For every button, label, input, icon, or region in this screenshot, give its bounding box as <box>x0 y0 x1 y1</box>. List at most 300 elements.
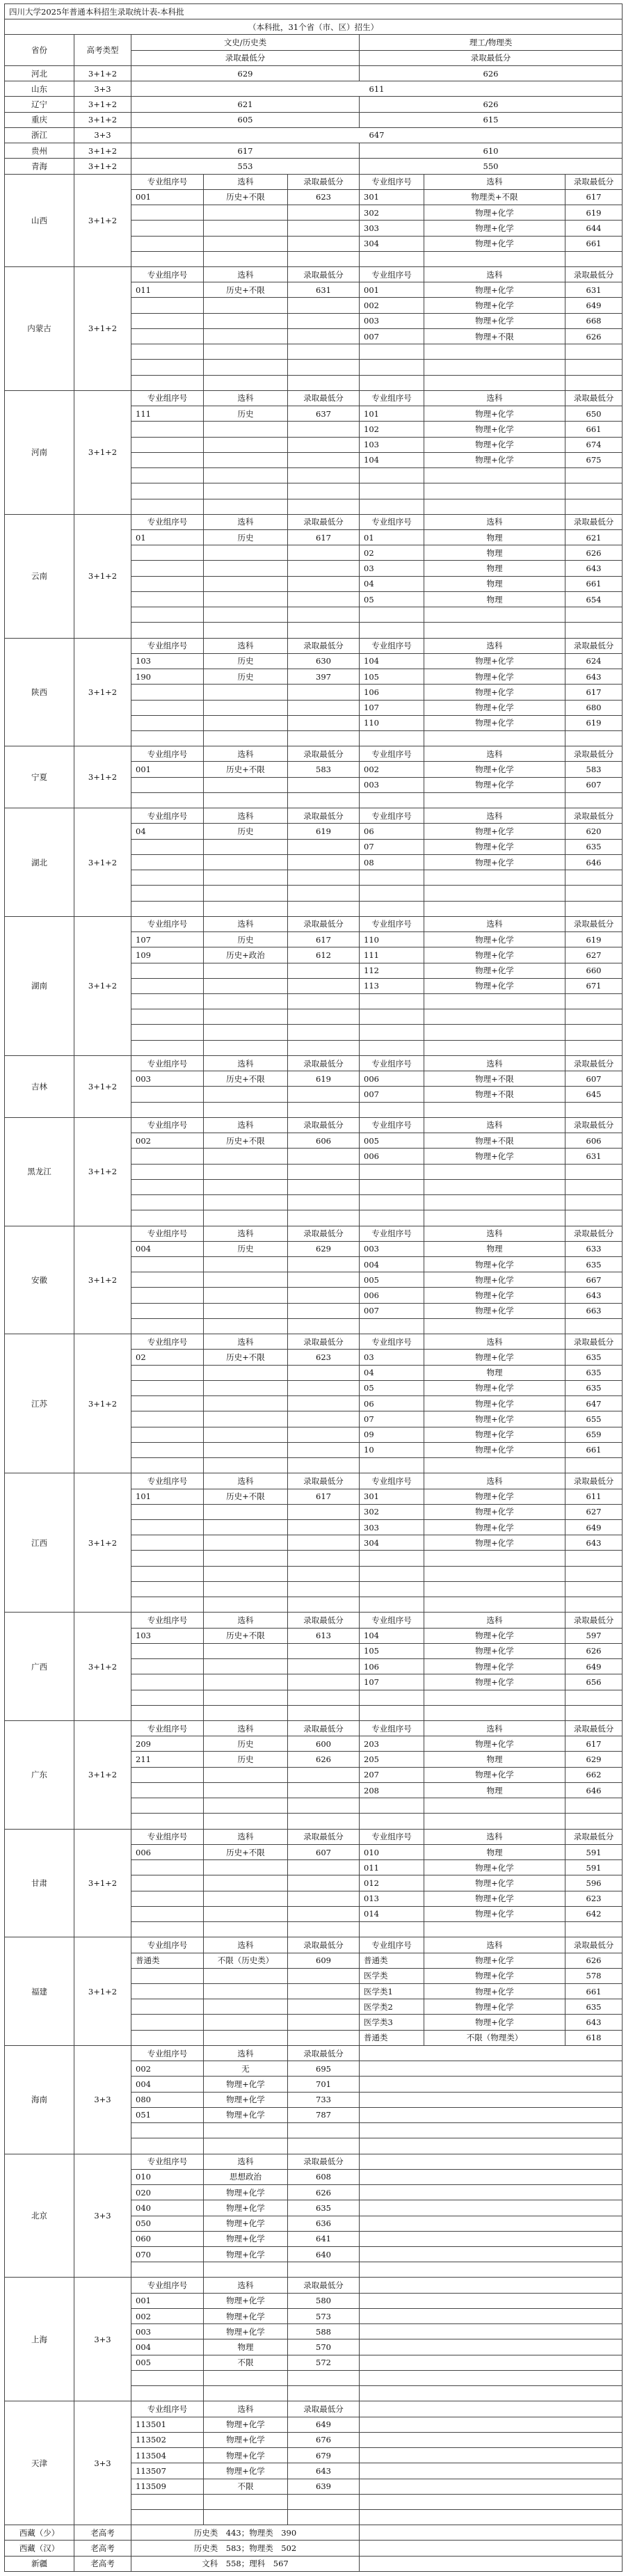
liberal-group-no <box>131 901 204 916</box>
liberal-group-no <box>131 437 204 452</box>
science-group-no: 005 <box>360 1133 424 1149</box>
liberal-min-score <box>288 236 360 251</box>
empty-cell <box>360 2355 623 2370</box>
science-min-score: 618 <box>565 2030 623 2045</box>
liberal-subject <box>204 700 288 715</box>
group-no: 050 <box>131 2216 204 2231</box>
science-min-score: 626 <box>565 1643 623 1658</box>
min-score: 570 <box>288 2339 360 2355</box>
science-subject <box>424 1040 565 1055</box>
science-subject: 物理+化学 <box>424 1968 565 1983</box>
liberal-subject <box>204 1149 288 1164</box>
subject: 物理 <box>204 2339 288 2355</box>
province-name: 广东 <box>5 1721 74 1830</box>
liberal-group-no <box>131 545 204 561</box>
science-min-score-header: 录取最低分 <box>565 1829 623 1844</box>
group-no: 040 <box>131 2200 204 2216</box>
science-min-score-header: 录取最低分 <box>565 638 623 653</box>
liberal-subject <box>204 1581 288 1597</box>
province-name: 辽宁 <box>5 97 74 112</box>
science-subject: 物理+化学 <box>424 1984 565 1999</box>
liberal-subject <box>204 2015 288 2030</box>
science-min-score: 611 <box>565 1489 623 1504</box>
liberal-min-score <box>288 1581 360 1597</box>
science-subject <box>424 1597 565 1613</box>
science-min-score: 645 <box>565 1087 623 1102</box>
liberal-group-no <box>131 1195 204 1210</box>
science-subject-header: 选科 <box>424 514 565 529</box>
science-subject: 物理+不限 <box>424 1133 565 1149</box>
exam-type: 3+1+2 <box>74 746 131 808</box>
science-min-score-header: 录取最低分 <box>565 266 623 282</box>
science-min-score: 671 <box>565 978 623 993</box>
province-name: 甘肃 <box>5 1829 74 1937</box>
science-min-score <box>565 468 623 483</box>
group-header-row <box>5 1226 623 1241</box>
exam-type: 3+1+2 <box>74 808 131 917</box>
science-min-score-header: 录取最低分 <box>565 1473 623 1489</box>
science-min-score <box>565 1025 623 1040</box>
science-subject-header: 选科 <box>424 746 565 762</box>
liberal-subject-header: 选科 <box>204 1721 288 1736</box>
liberal-subject <box>204 685 288 700</box>
province-name: 山东 <box>5 81 74 97</box>
liberal-group-no: 011 <box>131 282 204 298</box>
liberal-min-score: 617 <box>288 932 360 947</box>
science-min-score <box>565 483 623 499</box>
science-group-no <box>360 994 424 1009</box>
group-header-row <box>5 514 623 529</box>
science-subject: 物理+化学 <box>424 1256 565 1272</box>
science-subject <box>424 1009 565 1025</box>
science-subject: 物理 <box>424 1752 565 1767</box>
science-min-score-header: 录取最低分 <box>565 746 623 762</box>
science-group-no <box>360 1814 424 1829</box>
exam-type: 3+1+2 <box>74 1937 131 2046</box>
exam-type: 3+3 <box>74 2401 131 2525</box>
exam-type: 3+1+2 <box>74 143 131 159</box>
subject-header: 选科 <box>204 2045 288 2061</box>
liberal-subject <box>204 792 288 808</box>
liberal-min-score <box>288 1256 360 1272</box>
liberal-group-no <box>131 777 204 792</box>
group-no: 080 <box>131 2092 204 2107</box>
header-liberal: 文史/历史类 <box>131 35 360 50</box>
province-name: 吉林 <box>5 1055 74 1117</box>
liberal-subject: 历史 <box>204 1752 288 1767</box>
province-name: 天津 <box>5 2401 74 2525</box>
science-min-score: 635 <box>565 1350 623 1365</box>
science-subject <box>424 1922 565 1937</box>
science-group-no: 105 <box>360 1643 424 1658</box>
science-group-no <box>360 607 424 623</box>
science-group-no: 014 <box>360 1906 424 1921</box>
simple-province-row <box>5 159 623 174</box>
exam-type: 3+3 <box>74 2154 131 2278</box>
liberal-min-score <box>288 1551 360 1566</box>
province-name: 北京 <box>5 2154 74 2278</box>
liberal-group-no <box>131 499 204 514</box>
liberal-subject-header: 选科 <box>204 1613 288 1628</box>
science-min-score <box>565 1102 623 1117</box>
science-min-score <box>565 1690 623 1705</box>
simple-province-row <box>5 65 623 81</box>
subject-header: 选科 <box>204 2278 288 2293</box>
liberal-subject <box>204 313 288 328</box>
group-header-row <box>5 2154 623 2169</box>
liberal-group-no: 002 <box>131 1133 204 1149</box>
science-min-score-header: 录取最低分 <box>565 1721 623 1736</box>
liberal-subject-header: 选科 <box>204 390 288 406</box>
liberal-group-no-header: 专业组序号 <box>131 1937 204 1953</box>
subject: 思想政治 <box>204 2169 288 2184</box>
science-subject: 物理+化学 <box>424 1380 565 1395</box>
science-group-no: 03 <box>360 561 424 576</box>
liberal-min-score <box>288 1519 360 1535</box>
liberal-group-no <box>131 1814 204 1829</box>
subject <box>204 2262 288 2278</box>
science-group-no: 09 <box>360 1427 424 1442</box>
science-min-score <box>565 1040 623 1055</box>
science-subject-header: 选科 <box>424 390 565 406</box>
science-subject: 物理+化学 <box>424 653 565 669</box>
liberal-subject <box>204 901 288 916</box>
science-group-no: 303 <box>360 1519 424 1535</box>
science-group-no: 013 <box>360 1891 424 1906</box>
liberal-group-no <box>131 1767 204 1782</box>
min-score: 679 <box>288 2448 360 2463</box>
subject: 不限 <box>204 2355 288 2370</box>
liberal-group-no: 01 <box>131 529 204 545</box>
science-group-no: 107 <box>360 1674 424 1690</box>
group-no <box>131 2123 204 2138</box>
liberal-subject-header: 选科 <box>204 174 288 189</box>
liberal-subject: 历史+不限 <box>204 1071 288 1087</box>
group-no <box>131 2386 204 2401</box>
admission-table <box>4 3 623 2572</box>
province-name: 西藏（少） <box>5 2525 74 2541</box>
liberal-group-no <box>131 375 204 390</box>
liberal-subject <box>204 854 288 870</box>
liberal-subject <box>204 1519 288 1535</box>
liberal-group-no <box>131 1164 204 1179</box>
liberal-min-score <box>288 452 360 467</box>
exam-type: 3+1+2 <box>74 514 131 638</box>
liberal-group-no-header: 专业组序号 <box>131 808 204 824</box>
liberal-min-score <box>288 1984 360 1999</box>
liberal-min-score: 397 <box>288 669 360 685</box>
subject: 物理+化学 <box>204 2432 288 2447</box>
liberal-group-no <box>131 561 204 576</box>
science-subject: 物理+不限 <box>424 328 565 344</box>
liberal-min-score <box>288 313 360 328</box>
science-group-no-header: 专业组序号 <box>360 1473 424 1489</box>
science-min-score: 626 <box>360 97 623 112</box>
header-province: 省份 <box>5 35 74 65</box>
subject: 物理+化学 <box>204 2246 288 2262</box>
liberal-group-no <box>131 994 204 1009</box>
liberal-subject <box>204 545 288 561</box>
science-group-no: 101 <box>360 406 424 422</box>
liberal-group-no <box>131 685 204 700</box>
liberal-subject-header: 选科 <box>204 1226 288 1241</box>
group-header-row <box>5 2401 623 2417</box>
science-group-no-header: 专业组序号 <box>360 1721 424 1736</box>
liberal-min-score <box>288 1767 360 1782</box>
science-group-no: 05 <box>360 591 424 607</box>
liberal-group-no <box>131 1984 204 1999</box>
science-min-score: 583 <box>565 762 623 777</box>
liberal-subject <box>204 437 288 452</box>
science-subject <box>424 1210 565 1226</box>
science-min-score: 661 <box>565 236 623 251</box>
group-header-row <box>5 1055 623 1071</box>
exam-type: 老高考 <box>74 2556 131 2571</box>
liberal-group-no <box>131 1875 204 1891</box>
liberal-min-score <box>288 1272 360 1288</box>
header-science-min-score: 录取最低分 <box>360 50 623 65</box>
liberal-min-score <box>288 2030 360 2045</box>
science-group-no <box>360 623 424 638</box>
science-subject: 物理+化学 <box>424 1860 565 1875</box>
min-score: 649 <box>288 2417 360 2432</box>
science-subject: 物理+化学 <box>424 1736 565 1752</box>
liberal-group-no <box>131 1504 204 1519</box>
science-subject: 物理+化学 <box>424 1303 565 1318</box>
liberal-subject <box>204 1303 288 1318</box>
group-header-row <box>5 266 623 282</box>
min-score: 572 <box>288 2355 360 2370</box>
science-subject <box>424 251 565 266</box>
subject <box>204 2494 288 2509</box>
liberal-group-no-header: 专业组序号 <box>131 390 204 406</box>
table-title: 四川大学2025年普通本科招生录取统计表-本科批 <box>5 4 623 19</box>
exam-type: 3+3 <box>74 81 131 97</box>
subject <box>204 2123 288 2138</box>
science-group-no: 207 <box>360 1767 424 1782</box>
liberal-min-score <box>288 901 360 916</box>
exam-type: 3+1+2 <box>74 1334 131 1473</box>
science-group-no <box>360 886 424 901</box>
min-score: 580 <box>288 2293 360 2308</box>
liberal-min-score-header: 录取最低分 <box>288 266 360 282</box>
group-no-header: 专业组序号 <box>131 2045 204 2061</box>
liberal-subject <box>204 1674 288 1690</box>
science-group-no <box>360 1179 424 1194</box>
min-score: 733 <box>288 2092 360 2107</box>
science-min-score: 635 <box>565 1380 623 1395</box>
group-no-header: 专业组序号 <box>131 2401 204 2417</box>
liberal-group-no <box>131 1458 204 1473</box>
liberal-subject: 历史 <box>204 1241 288 1256</box>
empty-cell <box>360 2370 623 2385</box>
liberal-group-no <box>131 1179 204 1194</box>
science-min-score: 662 <box>565 1767 623 1782</box>
group-header-row <box>5 2278 623 2293</box>
liberal-subject <box>204 328 288 344</box>
science-min-score: 674 <box>565 437 623 452</box>
liberal-min-score: 637 <box>288 406 360 422</box>
exam-type: 3+1+2 <box>74 65 131 81</box>
header-exam-type: 高考类型 <box>74 35 131 65</box>
science-min-score-header: 录取最低分 <box>565 1117 623 1133</box>
liberal-subject <box>204 1782 288 1798</box>
liberal-group-no-header: 专业组序号 <box>131 1829 204 1844</box>
science-group-no: 010 <box>360 1844 424 1859</box>
science-min-score-header: 录取最低分 <box>565 1226 623 1241</box>
group-header-row <box>5 1117 623 1133</box>
liberal-group-no: 109 <box>131 947 204 963</box>
science-min-score <box>565 1210 623 1226</box>
science-min-score: 654 <box>565 591 623 607</box>
subject: 物理+化学 <box>204 2092 288 2107</box>
table-subtitle: （本科批，31个省（市、区）招生） <box>5 19 623 35</box>
liberal-group-no <box>131 715 204 730</box>
liberal-group-no <box>131 1087 204 1102</box>
science-subject: 物理+不限 <box>424 1087 565 1102</box>
min-score: 641 <box>288 2231 360 2246</box>
liberal-subject <box>204 591 288 607</box>
liberal-min-score <box>288 854 360 870</box>
province-name: 贵州 <box>5 143 74 159</box>
liberal-subject: 历史 <box>204 824 288 839</box>
science-min-score: 621 <box>565 529 623 545</box>
liberal-group-no <box>131 792 204 808</box>
science-group-no: 302 <box>360 1504 424 1519</box>
science-group-no <box>360 1210 424 1226</box>
science-group-no: 普通类 <box>360 1953 424 1968</box>
science-subject: 物理类+不限 <box>424 189 565 205</box>
science-min-score: 649 <box>565 1659 623 1674</box>
group-header-row <box>5 808 623 824</box>
liberal-min-score: 629 <box>131 65 360 81</box>
science-min-score: 643 <box>565 1535 623 1551</box>
group-header-row <box>5 916 623 931</box>
liberal-group-no <box>131 1040 204 1055</box>
science-subject: 物理+化学 <box>424 1288 565 1303</box>
liberal-group-no <box>131 1922 204 1937</box>
science-group-no <box>360 1025 424 1040</box>
liberal-subject: 历史+不限 <box>204 189 288 205</box>
liberal-min-score <box>288 1303 360 1318</box>
exam-type: 3+1+2 <box>74 1721 131 1830</box>
subject: 物理+化学 <box>204 2417 288 2432</box>
science-min-score: 591 <box>565 1860 623 1875</box>
liberal-min-score <box>288 1968 360 1983</box>
science-subject-header: 选科 <box>424 1829 565 1844</box>
science-min-score <box>565 251 623 266</box>
science-group-no-header: 专业组序号 <box>360 1937 424 1953</box>
liberal-group-no <box>131 1256 204 1272</box>
province-name: 青海 <box>5 159 74 174</box>
science-subject-header: 选科 <box>424 638 565 653</box>
exam-type: 3+1+2 <box>74 97 131 112</box>
liberal-min-score <box>288 1427 360 1442</box>
exam-type: 3+1+2 <box>74 1226 131 1334</box>
liberal-group-no <box>131 1102 204 1117</box>
science-subject: 物理+化学 <box>424 715 565 730</box>
liberal-group-no <box>131 236 204 251</box>
liberal-min-score-header: 录取最低分 <box>288 1829 360 1844</box>
liberal-min-score: 630 <box>288 653 360 669</box>
science-min-score: 649 <box>565 1519 623 1535</box>
liberal-min-score <box>288 561 360 576</box>
liberal-min-score <box>288 360 360 375</box>
science-group-no: 001 <box>360 282 424 298</box>
group-header-row <box>5 390 623 406</box>
science-min-score: 617 <box>565 685 623 700</box>
science-group-no: 208 <box>360 1782 424 1798</box>
liberal-min-score-header: 录取最低分 <box>288 1721 360 1736</box>
liberal-subject <box>204 1102 288 1117</box>
liberal-subject <box>204 422 288 437</box>
science-min-score: 623 <box>565 1891 623 1906</box>
liberal-subject <box>204 1458 288 1473</box>
liberal-min-score: 607 <box>288 1844 360 1859</box>
science-group-no: 112 <box>360 963 424 978</box>
empty-cell <box>360 2077 623 2092</box>
liberal-group-no <box>131 2015 204 2030</box>
liberal-subject-header: 选科 <box>204 266 288 282</box>
science-min-score: 635 <box>565 839 623 854</box>
subject-header: 选科 <box>204 2401 288 2417</box>
liberal-group-no <box>131 1705 204 1720</box>
science-subject <box>424 375 565 390</box>
province-name: 广西 <box>5 1613 74 1721</box>
footer-province-row <box>5 2556 623 2571</box>
exam-type: 3+1+2 <box>74 1473 131 1613</box>
science-min-score: 627 <box>565 947 623 963</box>
liberal-min-score-header: 录取最低分 <box>288 1226 360 1241</box>
science-group-no: 103 <box>360 437 424 452</box>
science-min-score <box>565 870 623 886</box>
science-min-score <box>565 360 623 375</box>
science-subject: 物理+化学 <box>424 1643 565 1658</box>
group-no: 002 <box>131 2308 204 2323</box>
liberal-min-score: 583 <box>288 762 360 777</box>
empty-cell <box>360 2324 623 2339</box>
science-subject <box>424 1318 565 1334</box>
science-subject: 物理+化学 <box>424 978 565 993</box>
province-name: 湖南 <box>5 916 74 1055</box>
science-group-no <box>360 499 424 514</box>
science-min-score: 650 <box>565 406 623 422</box>
science-subject: 物理+化学 <box>424 932 565 947</box>
empty-cell <box>360 2045 623 2061</box>
liberal-subject <box>204 1272 288 1288</box>
liberal-group-no <box>131 452 204 467</box>
liberal-group-no-header: 专业组序号 <box>131 266 204 282</box>
liberal-subject <box>204 251 288 266</box>
science-subject <box>424 1025 565 1040</box>
science-min-score: 607 <box>565 1071 623 1087</box>
liberal-group-no <box>131 313 204 328</box>
liberal-subject <box>204 1767 288 1782</box>
science-group-no: 医学类 <box>360 1968 424 1983</box>
liberal-min-score <box>288 1922 360 1937</box>
science-subject-header: 选科 <box>424 1226 565 1241</box>
science-subject-header: 选科 <box>424 1334 565 1350</box>
liberal-subject: 历史 <box>204 932 288 947</box>
liberal-subject <box>204 561 288 576</box>
liberal-min-score <box>288 731 360 746</box>
liberal-group-no: 006 <box>131 1844 204 1859</box>
science-subject <box>424 499 565 514</box>
science-min-score: 643 <box>565 561 623 576</box>
science-group-no: 302 <box>360 205 424 221</box>
subject: 不限 <box>204 2479 288 2494</box>
subject: 物理+化学 <box>204 2077 288 2092</box>
